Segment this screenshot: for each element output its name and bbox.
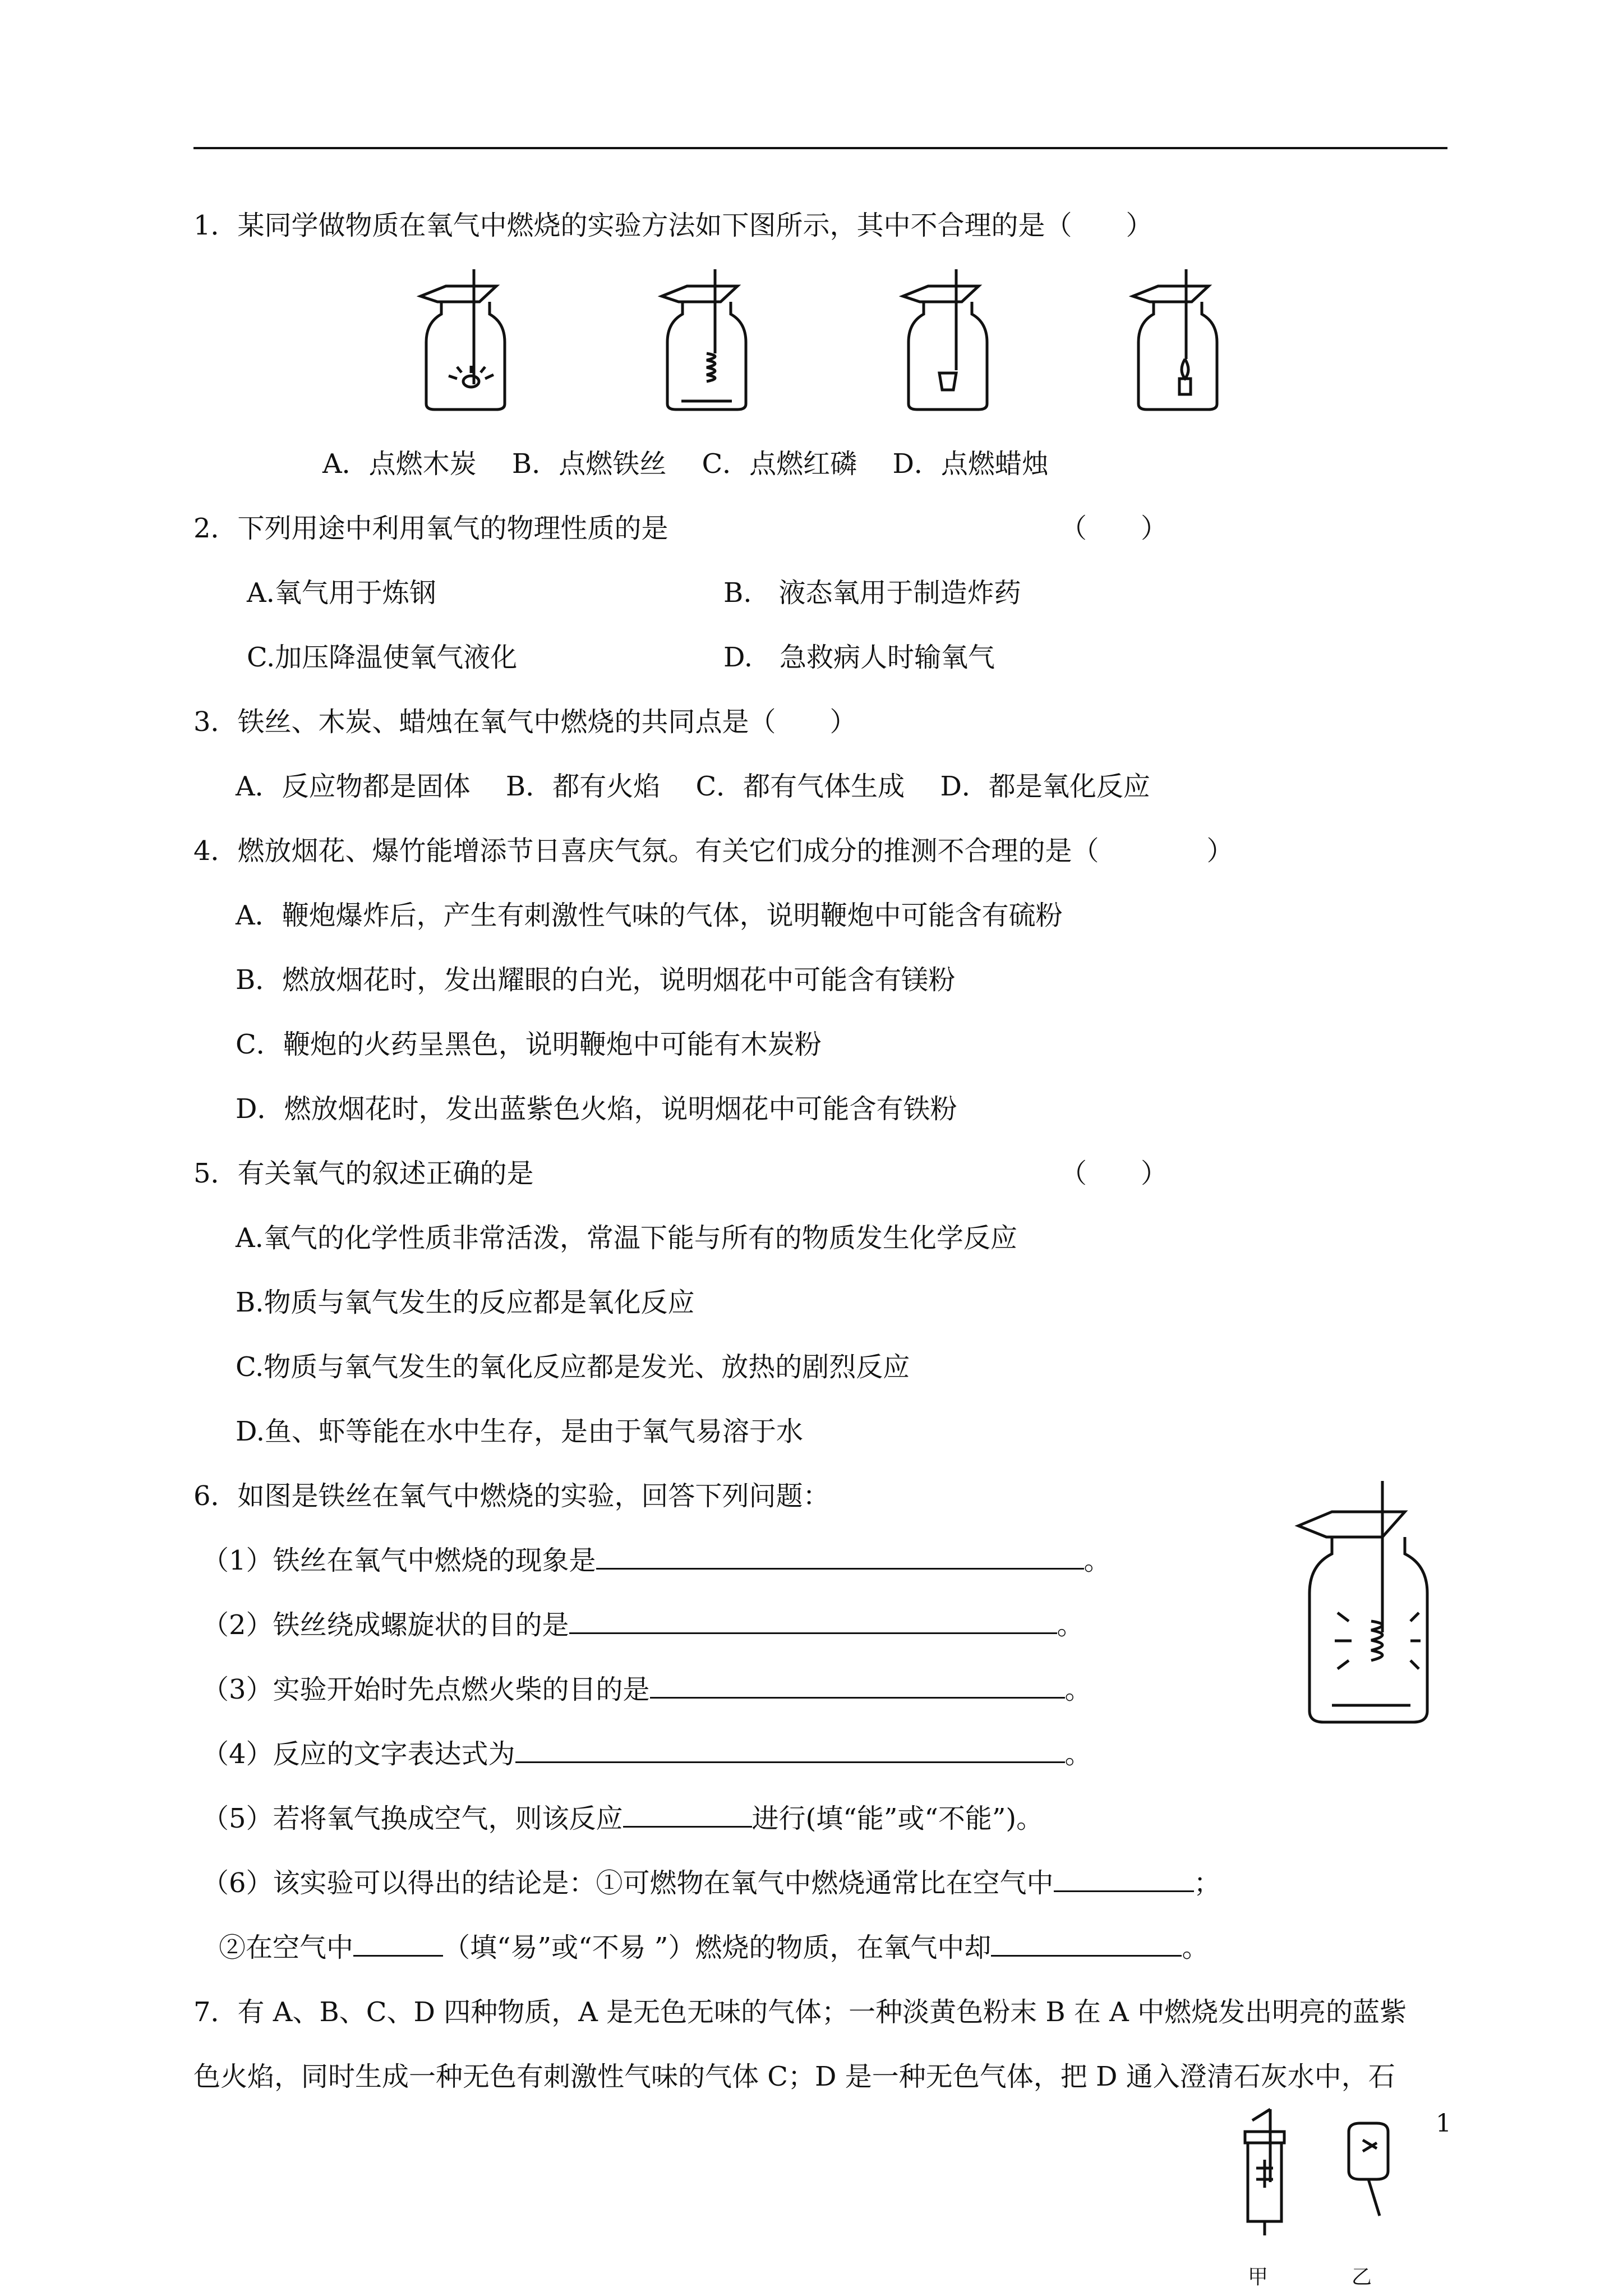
q1-options: A．点燃木炭 B．点燃铁丝 C．点燃红磷 D．点燃蜡烛 [322, 448, 1049, 480]
q5-option-d: D.鱼、虾等能在水中生存，是由于氧气易溶于水 [236, 1416, 804, 1447]
q2-option-a: A.氧气用于炼钢 [247, 577, 436, 609]
q1-figure-red-phosphorus-jar [900, 269, 995, 415]
q7-line1: 7．有 A、B、C、D 四种物质，A 是无色无味的气体；一种淡黄色粉末 B 在 A 中燃烧发出明亮的蓝紫 [193, 1996, 1407, 2028]
q2-answer-paren: （ ） [1060, 513, 1168, 544]
q5-stem: 5．有关氧气的叙述正确的是 [193, 1158, 534, 1189]
q4-stem: 4．燃放烟花、爆竹能增添节日喜庆气氛。有关它们成分的推测不合理的是（ ） [193, 835, 1234, 867]
q3-options: A．反应物都是固体 B．都有火焰 C．都有气体生成 D．都是氧化反应 [236, 771, 1150, 802]
q5-option-a: A.氧气的化学性质非常活泼，常温下能与所有的物质发生化学反应 [236, 1222, 1017, 1254]
q6-sub3: （3）实验开始时先点燃火柴的目的是 。 [202, 1674, 1092, 1705]
q1-figure-charcoal-jar [418, 269, 513, 415]
q6-sub4: （4）反应的文字表达式为 。 [202, 1738, 1092, 1770]
q1-figure-candle-jar [1130, 269, 1225, 415]
header-rule [193, 147, 1447, 149]
bottom-label-jia: 甲 [1248, 2266, 1269, 2289]
q1-stem: 1．某同学做物质在氧气中燃烧的实验方法如下图所示，其中不合理的是（ ） [193, 210, 1153, 241]
q5-answer-paren: （ ） [1060, 1158, 1168, 1189]
q6-figure-iron-wire-jar [1298, 1481, 1438, 1728]
q1-figure-iron-wire-jar [659, 269, 754, 415]
q4-option-d: D．燃放烟花时，发出蓝紫色火焰，说明烟花中可能含有铁粉 [236, 1093, 957, 1125]
q3-stem: 3．铁丝、木炭、蜡烛在氧气中燃烧的共同点是（ ） [193, 706, 857, 738]
q4-option-b: B．燃放烟花时，发出耀眼的白光，说明烟花中可能含有镁粉 [236, 964, 956, 996]
q2-stem: 2．下列用途中利用氧气的物理性质的是 [193, 513, 668, 544]
page-number: 1 [1436, 2109, 1451, 2138]
q4-option-a: A．鞭炮爆炸后，产生有刺激性气味的气体，说明鞭炮中可能含有硫粉 [236, 900, 1063, 931]
q2-option-d: D. 急救病人时输氧气 [723, 642, 995, 673]
q6-sub6-part1: （6）该实验可以得出的结论是：①可燃物在氧气中燃烧通常比在空气中 ； [202, 1867, 1221, 1899]
q5-option-b: B.物质与氧气发生的反应都是氧化反应 [236, 1287, 695, 1318]
q7-line2: 色火焰，同时生成一种无色有刺激性气味的气体 C；D 是一种无色气体，把 D 通入澄清石灰水中，石 [193, 2061, 1395, 2092]
q2-option-c: C.加压降温使氧气液化 [247, 642, 518, 673]
bottom-figure-jar-yi [1338, 2109, 1405, 2244]
q4-option-c: C．鞭炮的火药呈黑色，说明鞭炮中可能有木炭粉 [236, 1029, 822, 1060]
q6-sub2: （2）铁丝绕成螺旋状的目的是 。 [202, 1609, 1084, 1641]
q6-sub1: （1）铁丝在氧气中燃烧的现象是 。 [202, 1545, 1111, 1576]
bottom-figure-jar-jia [1237, 2109, 1293, 2244]
q5-option-c: C.物质与氧气发生的氧化反应都是发光、放热的剧烈反应 [236, 1351, 910, 1383]
bottom-label-yi: 乙 [1352, 2266, 1372, 2289]
q6-sub5: （5）若将氧气换成空气，则该反应 进行(填“能”或“不能”)。 [202, 1803, 1044, 1834]
q2-option-b: B. 液态氧用于制造炸药 [723, 577, 1021, 609]
q6-sub6-part2: ②在空气中 （填“易”或“不易 ”）燃烧的物质，在氧气中却 。 [219, 1932, 1209, 1963]
q6-stem: 6．如图是铁丝在氧气中燃烧的实验，回答下列问题： [193, 1480, 830, 1512]
